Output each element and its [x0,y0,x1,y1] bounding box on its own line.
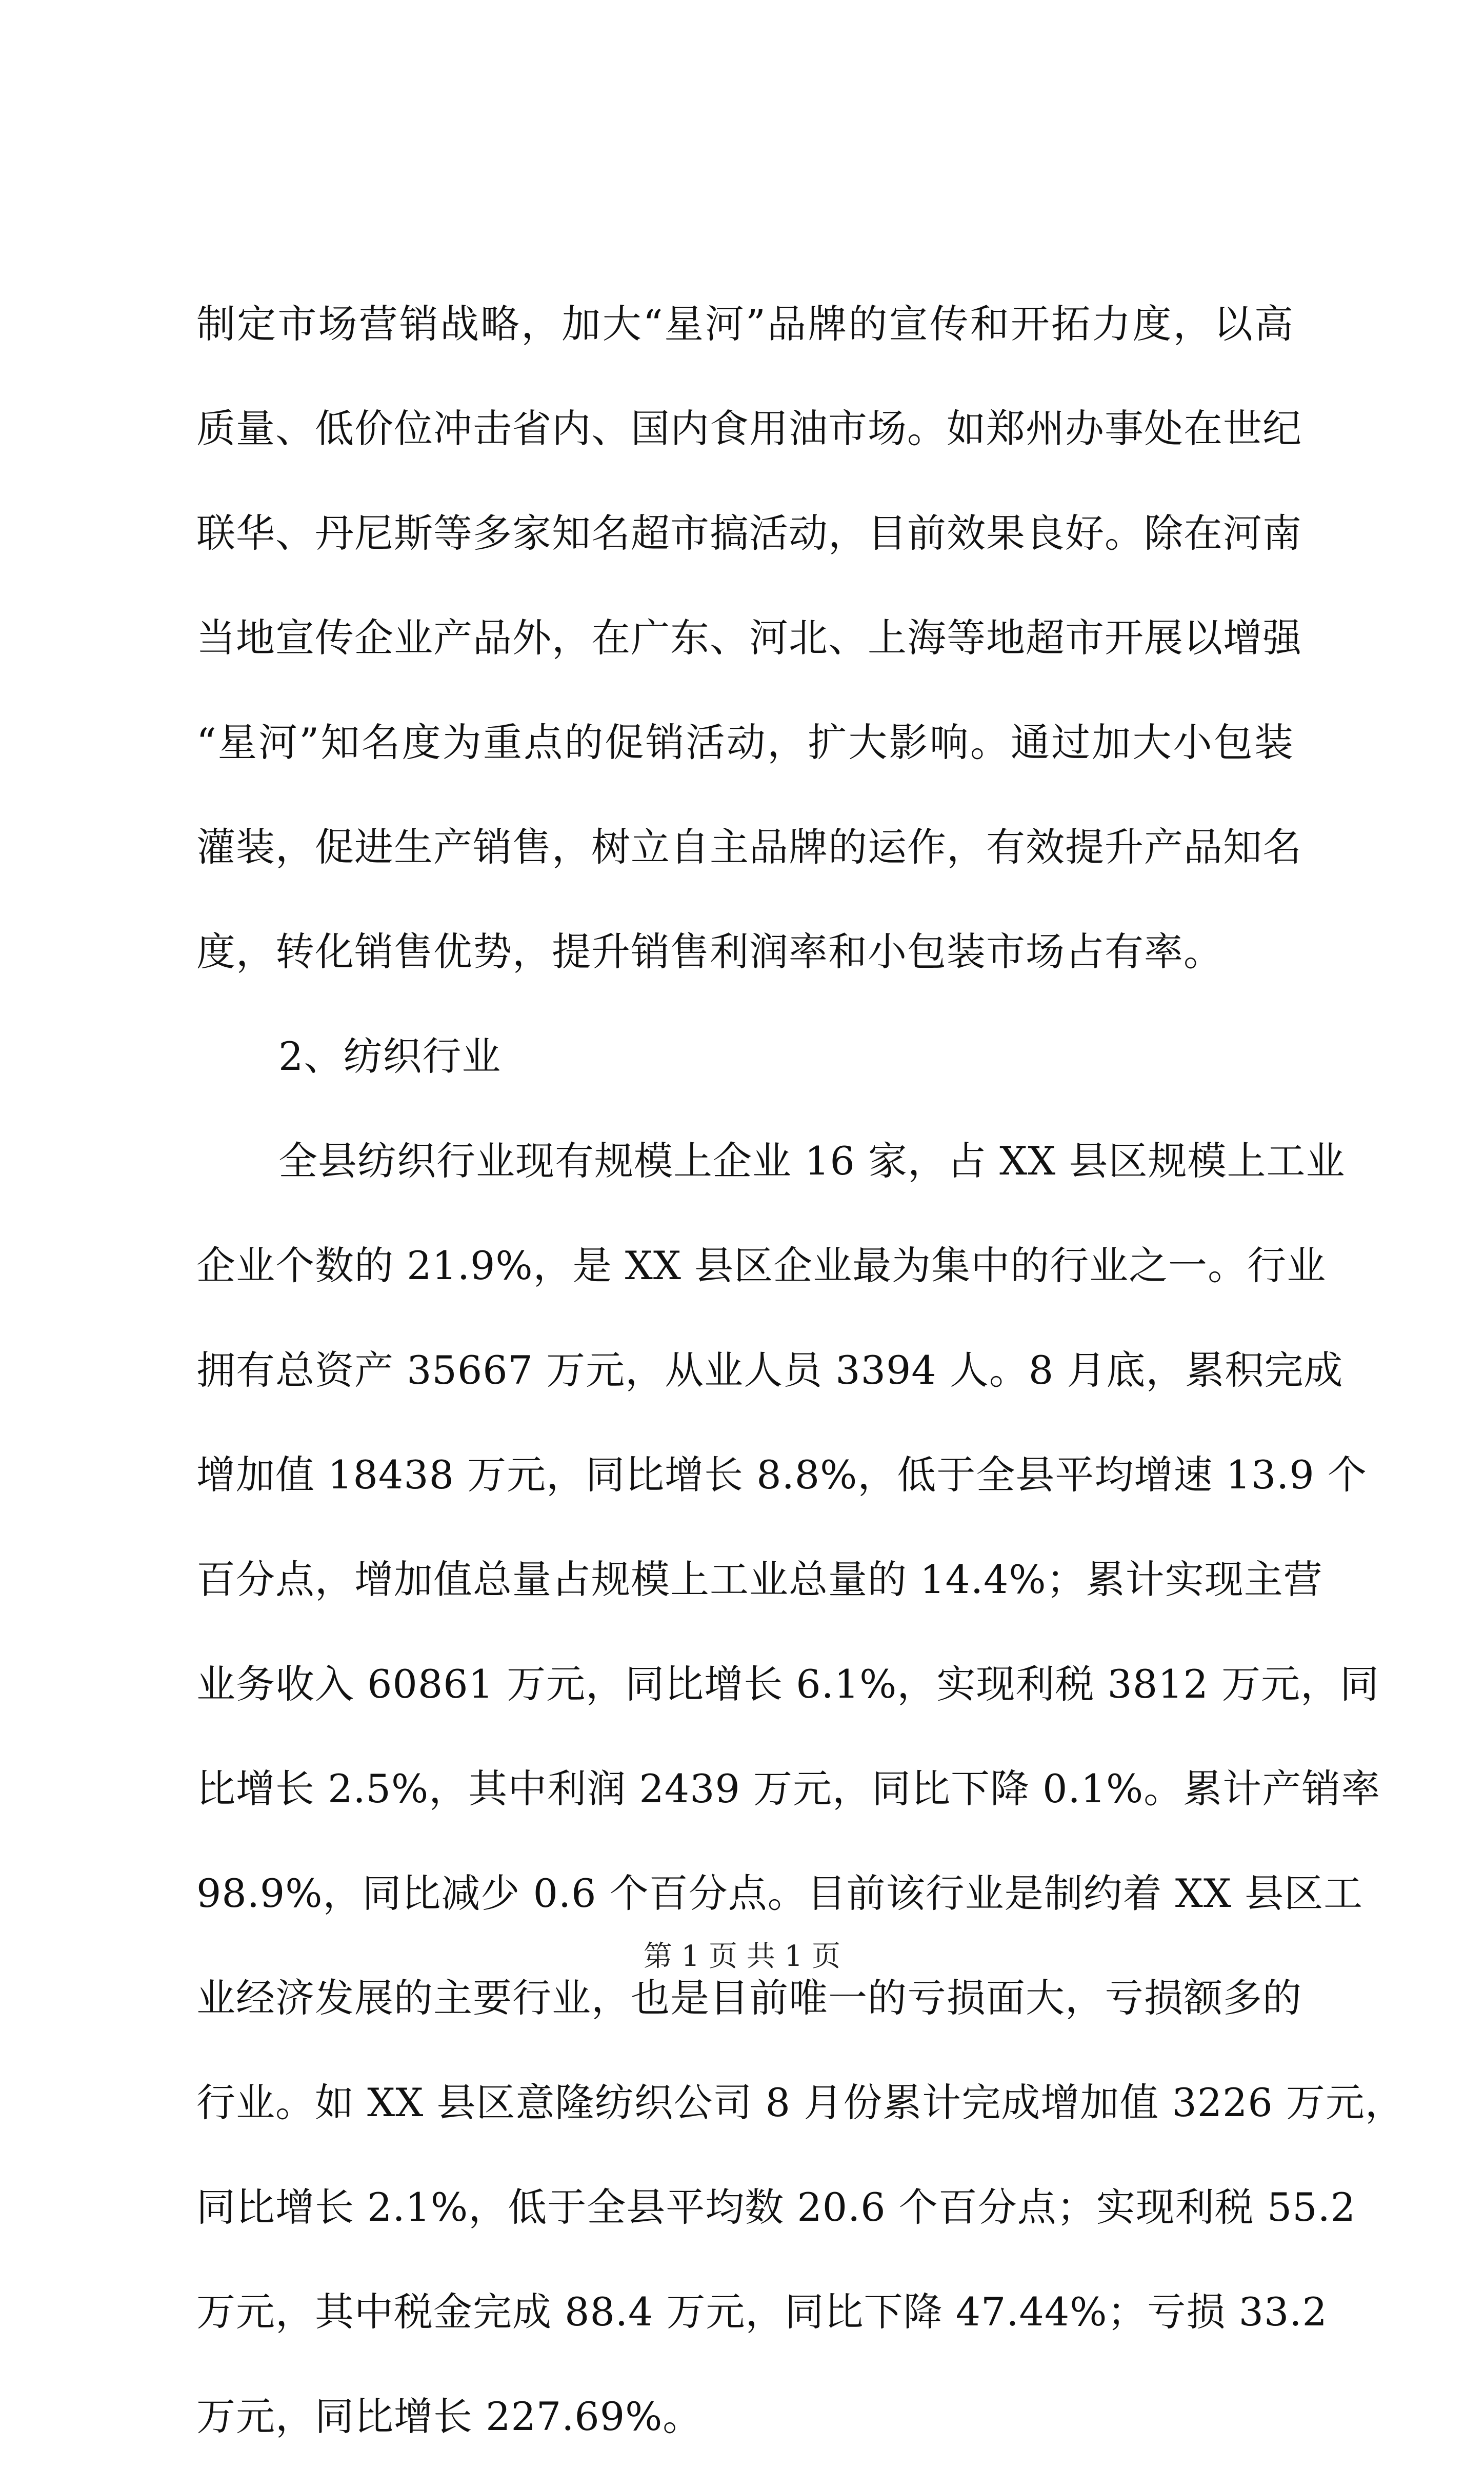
paragraph-textile [196,1109,1405,2469]
text-line: 拥有总资产 35667 万元，从业人员 3394 人。8 月底，累积完成 [196,1347,1343,1393]
text-line: 全县纺织行业现有规模上企业 16 家，占 XX 县区规模上工业 [278,1138,1346,1184]
text-line: 度，转化销售优势，提升销售利润率和小包装市场占有率。 [196,929,1223,974]
text-line: 灌装，促进生产销售，树立自主品牌的运作，有效提升产品知名 [196,824,1302,870]
text-line: 质量、低价位冲击省内、国内食用油市场。如郑州办事处在世纪 [196,406,1302,451]
text-line: 百分点，增加值总量占规模上工业总量的 14.4%；累计实现主营 [196,1557,1323,1602]
text-line: 增加值 18438 万元，同比增长 8.8%，低于全县平均增速 13.9 个 [196,1452,1367,1498]
document-body [196,272,1405,2469]
text-line: 行业。如 XX 县区意隆纺织公司 8 月份累计完成增加值 3226 万元， [196,2080,1405,2125]
text-line: 同比增长 2.1%，低于全县平均数 20.6 个百分点；实现利税 55.2 [196,2184,1356,2230]
text-line: 当地宣传企业产品外，在广东、河北、上海等地超市开展以增强 [196,615,1302,661]
text-line: 98.9%，同比减少 0.6 个百分点。目前该行业是制约着 XX 县区工 [196,1870,1363,1916]
section-heading-textile: 2、纺织行业 [278,1033,502,1079]
text-line: 联华、丹尼斯等多家知名超市搞活动，目前效果良好。除在河南 [196,510,1302,556]
text-line: “星河”知名度为重点的促销活动，扩大影响。通过加大小包装 [196,720,1294,765]
text-line: 万元，其中税金完成 88.4 万元，同比下降 47.44%；亏损 33.2 [196,2289,1328,2335]
paragraph-marketing [196,272,1302,1004]
text-line: 万元，同比增长 227.69%。 [196,2394,703,2439]
text-line: 比增长 2.5%，其中利润 2439 万元，同比下降 0.1%。累计产销率 [196,1766,1381,1811]
text-line: 企业个数的 21.9%，是 XX 县区企业最为集中的行业之一。行业 [196,1243,1327,1288]
page-footer: 第 1 页 共 1 页 [643,1940,841,1973]
text-line: 制定市场营销战略，加大“星河”品牌的宣传和开拓力度，以高 [196,301,1294,347]
text-line: 业经济发展的主要行业，也是目前唯一的亏损面大，亏损额多的 [196,1975,1302,2021]
text-line: 业务收入 60861 万元，同比增长 6.1%，实现利税 3812 万元，同 [196,1661,1380,1707]
